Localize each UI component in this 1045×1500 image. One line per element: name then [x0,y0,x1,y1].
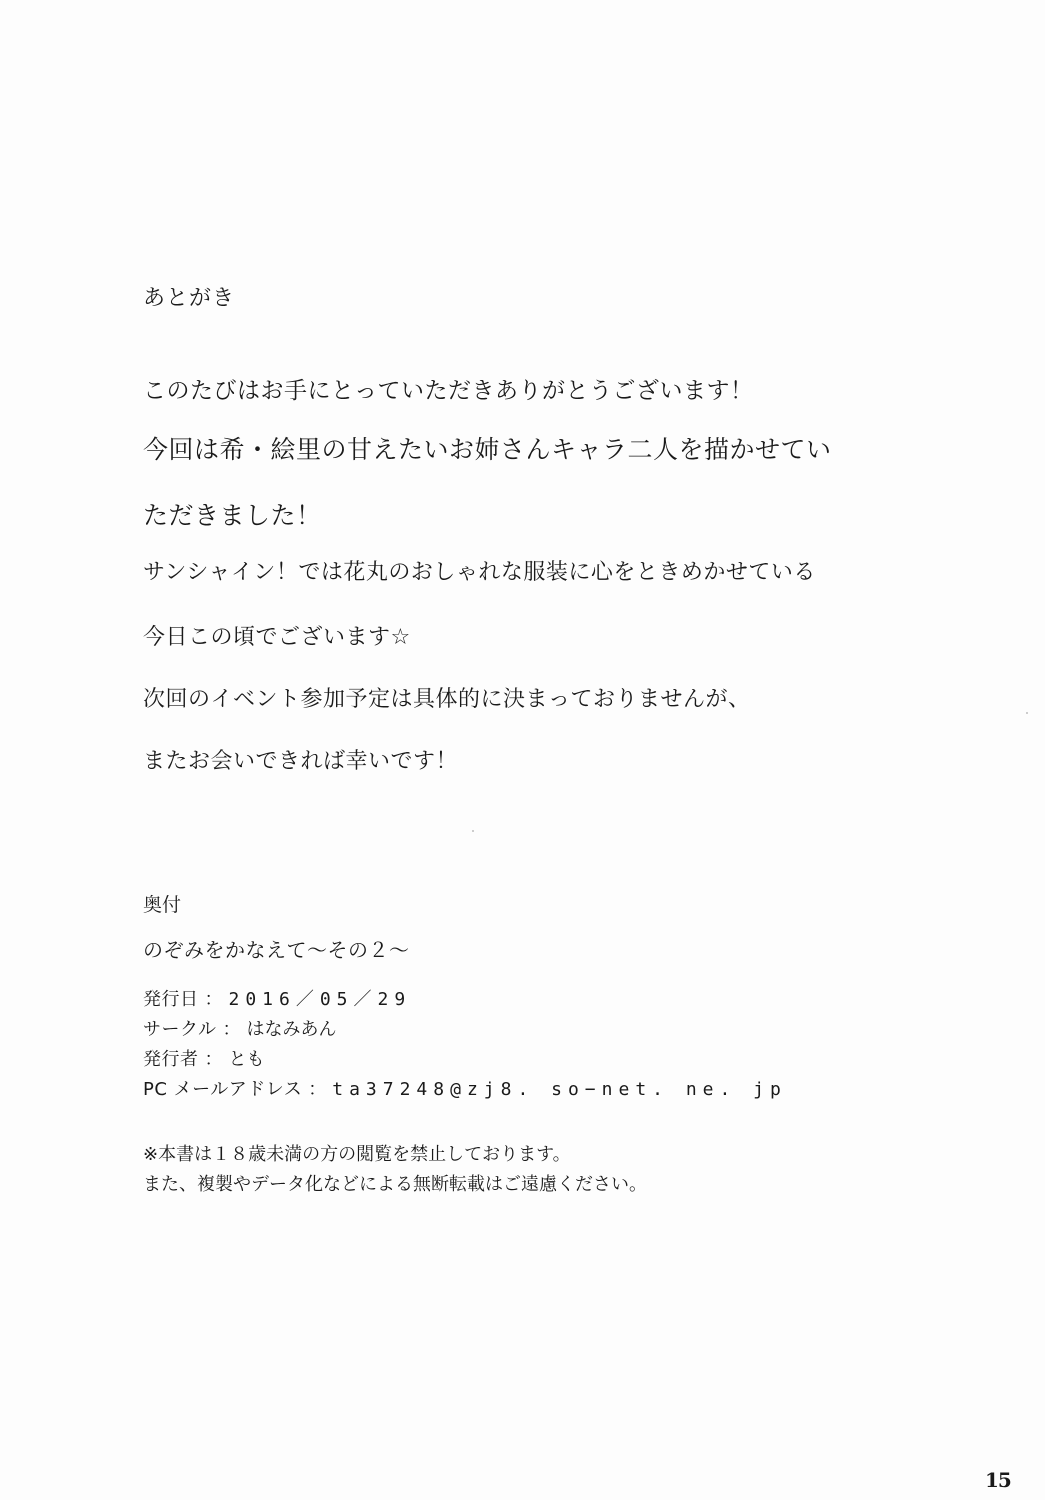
colophon-value: 2016／05／29 [228,989,412,1010]
afterword-line: またお会いできれば幸いです！ [143,749,459,774]
paper-speck [472,830,474,832]
colophon-label: 発行日 [143,989,199,1010]
reproduction-notice: また、複製やデータ化などによる無断転載はご遠慮ください。 [143,1174,647,1195]
afterword-line: ただきました！ [143,501,322,530]
book-title: のぞみをかなえて〜その２〜 [143,938,410,962]
paper-speck [1026,712,1028,714]
page-number: 15 [985,1468,1011,1492]
colophon-heading: 奥付 [143,894,182,916]
afterword-line: 今日この頃でございます☆ [143,625,411,650]
colophon-label: 発行者 [143,1049,199,1070]
afterword-line: このたびはお手にとっていただきありがとうございます！ [143,378,754,404]
colophon-row-email [143,1075,787,1101]
age-restriction-notice: ※本書は１８歳未満の方の閲覧を禁止しております。 [143,1144,571,1165]
colophon-separator: ： [308,1079,327,1100]
colophon-row-publisher [143,1045,265,1071]
afterword-line: 次回のイベント参加予定は具体的に決まっておりませんが、 [143,687,751,712]
colophon-row-issue-date [143,985,411,1011]
colophon-label: PC メールアドレス [143,1079,303,1100]
afterword-line: サンシャイン！では花丸のおしゃれな服装に心をときめかせている [143,560,816,585]
colophon-value: はなみあん [246,1019,337,1040]
colophon-separator: ： [204,1049,223,1070]
colophon-separator: ： [204,989,223,1010]
afterword-title: あとがき [143,286,236,311]
email-address: ta37248@zj8. so−net. ne. jp [332,1079,787,1100]
colophon-value: とも [228,1049,265,1070]
colophon-row-circle [143,1015,336,1041]
colophon-label: サークル [143,1019,217,1040]
afterword-line: 今回は希・絵里の甘えたいお姉さんキャラ二人を描かせてい [143,435,832,464]
colophon-separator: ： [222,1019,241,1040]
